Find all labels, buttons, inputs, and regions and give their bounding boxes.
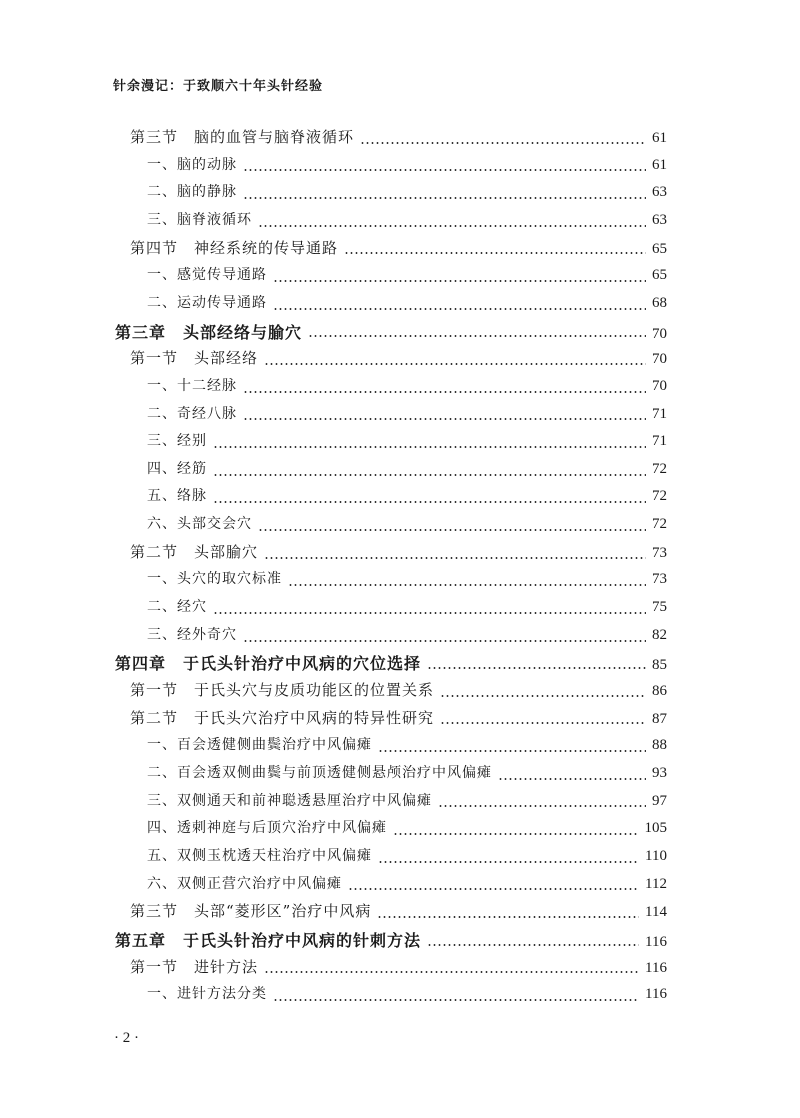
- toc-entry-title: 一、十二经脉: [147, 377, 237, 394]
- toc-entry-page: 75: [652, 599, 667, 616]
- dot-leader: [360, 142, 646, 144]
- toc-entry-page: 63: [652, 211, 667, 228]
- toc-entry-title: 六、头部交会穴: [147, 516, 252, 533]
- dot-leader: [438, 805, 646, 807]
- toc-entry-title: 一、百会透健侧曲鬓治疗中风偏瘫: [147, 737, 372, 754]
- toc-entry-page: 116: [645, 959, 667, 976]
- dot-leader: [243, 640, 646, 642]
- toc-entry-page: 70: [652, 325, 667, 342]
- toc-entry-page: 86: [652, 683, 667, 699]
- dot-leader: [258, 225, 646, 227]
- toc-entry-page: 70: [652, 351, 667, 368]
- toc-entry-item[interactable]: [147, 375, 667, 403]
- toc-entry-page: 65: [652, 240, 667, 257]
- dot-leader: [264, 363, 646, 365]
- toc-entry-section[interactable]: [130, 541, 667, 569]
- toc-entry-title: 三、经别: [147, 433, 207, 450]
- toc-entry-title: 第一节 进针方法: [130, 957, 259, 976]
- toc-entry-chapter[interactable]: [115, 320, 667, 348]
- dot-leader: [440, 695, 646, 697]
- toc-entry-title: 五、双侧玉枕透天柱治疗中风偏瘫: [147, 847, 372, 864]
- dot-leader: [498, 778, 646, 780]
- toc-entry-title: 一、感觉传导通路: [147, 267, 267, 284]
- toc-entry-section[interactable]: [130, 707, 667, 735]
- dot-leader: [264, 971, 639, 973]
- toc-entry-item[interactable]: [147, 762, 667, 790]
- toc-entry-chapter[interactable]: [115, 928, 667, 956]
- toc-entry-title: 一、进针方法分类: [147, 986, 267, 1003]
- running-header: 针余漫记：于致顺六十年头针经验: [113, 79, 324, 94]
- toc-entry-item[interactable]: [147, 596, 667, 624]
- toc-entry-title: 一、头穴的取穴标准: [147, 571, 282, 588]
- toc-entry-chapter[interactable]: [115, 651, 667, 679]
- toc-entry-item[interactable]: [147, 734, 667, 762]
- toc-entry-title: 四、经筋: [147, 460, 207, 477]
- dot-leader: [273, 280, 646, 282]
- toc-entry-item[interactable]: [147, 181, 667, 209]
- toc-entry-section[interactable]: [130, 347, 667, 375]
- dot-leader: [213, 446, 646, 448]
- toc-entry-page: 71: [652, 405, 667, 422]
- toc-entry-title: 三、经外奇穴: [147, 626, 237, 643]
- toc-entry-title: 第五章 于氏头针治疗中风病的针刺方法: [115, 930, 422, 950]
- toc-entry-section[interactable]: [130, 237, 667, 265]
- dot-leader: [378, 750, 646, 752]
- toc-entry-title: 第二节 于氏头穴治疗中风病的特异性研究: [130, 708, 435, 727]
- dot-leader: [377, 916, 639, 918]
- dot-leader: [243, 418, 646, 420]
- dot-leader: [258, 529, 646, 531]
- toc-entry-section[interactable]: [130, 956, 667, 984]
- toc-entry-item[interactable]: [147, 430, 667, 458]
- toc-entry-page: 70: [652, 377, 667, 394]
- dot-leader: [243, 197, 646, 199]
- dot-leader: [264, 557, 646, 559]
- toc-entry-page: 63: [652, 184, 667, 201]
- toc-entry-page: 97: [652, 792, 667, 809]
- toc-entry-title: 第四章 于氏头针治疗中风病的穴位选择: [115, 654, 422, 674]
- toc-entry-item[interactable]: [147, 624, 667, 652]
- toc-entry-item[interactable]: [147, 873, 667, 901]
- toc-entry-page: 110: [645, 847, 667, 864]
- toc-entry-title: 六、双侧正营穴治疗中风偏瘫: [147, 875, 342, 892]
- toc-entry-page: 116: [645, 986, 667, 1003]
- toc-entry-item[interactable]: [147, 817, 667, 845]
- toc-entry-title: 第三章 头部经络与腧穴: [115, 322, 303, 342]
- toc-entry-item[interactable]: [147, 790, 667, 818]
- dot-leader: [427, 944, 639, 946]
- toc-entry-page: 72: [652, 460, 667, 477]
- toc-entry-page: 93: [652, 764, 667, 781]
- dot-leader: [378, 861, 639, 863]
- toc-entry-page: 116: [645, 933, 667, 950]
- toc-entry-item[interactable]: [147, 513, 667, 541]
- toc-entry-title: 二、脑的静脉: [147, 184, 237, 201]
- toc-entry-item[interactable]: [147, 458, 667, 486]
- toc-entry-title: 第三节 头部“菱形区”治疗中风病: [130, 902, 372, 921]
- toc-entry-page: 65: [652, 267, 667, 284]
- toc-entry-page: 105: [644, 820, 667, 837]
- toc-entry-page: 71: [652, 433, 667, 450]
- dot-leader: [243, 391, 646, 393]
- toc-entry-page: 87: [652, 710, 667, 727]
- toc-entry-title: 二、百会透双侧曲鬓与前顶透健侧悬颅治疗中风偏瘫: [147, 764, 492, 781]
- toc-entry-item[interactable]: [147, 845, 667, 873]
- toc-entry-page: 72: [652, 488, 667, 505]
- toc-entry-title: 第一节 头部经络: [130, 349, 259, 368]
- dot-leader: [288, 584, 646, 586]
- toc-entry-page: 85: [652, 657, 667, 674]
- toc-entry-page: 61: [652, 156, 667, 173]
- toc-entry-title: 第一节 于氏头穴与皮质功能区的位置关系: [130, 681, 435, 699]
- toc-entry-title: 四、透刺神庭与后顶穴治疗中风偏瘫: [147, 820, 387, 837]
- dot-leader: [440, 722, 646, 724]
- dot-leader: [427, 667, 646, 669]
- toc-entry-section[interactable]: [130, 126, 667, 154]
- dot-leader: [243, 169, 646, 171]
- dot-leader: [213, 501, 646, 503]
- toc-entry-page: 73: [652, 571, 667, 588]
- toc-entry-title: 五、络脉: [147, 488, 207, 505]
- toc-entry-page: 114: [645, 904, 667, 921]
- toc-entry-page: 73: [652, 544, 667, 561]
- toc-entry-title: 三、双侧通天和前神聪透悬厘治疗中风偏瘫: [147, 792, 432, 809]
- dot-leader: [273, 308, 646, 310]
- toc-entry-section[interactable]: [130, 679, 667, 707]
- dot-leader: [213, 612, 646, 614]
- toc-entry-item[interactable]: [147, 568, 667, 596]
- dot-leader: [308, 335, 646, 337]
- toc-entry-item[interactable]: [147, 264, 667, 292]
- toc-entry-title: 二、经穴: [147, 599, 207, 616]
- toc-entry-item[interactable]: [147, 485, 667, 513]
- toc-entry-title: 一、脑的动脉: [147, 156, 237, 173]
- toc-entry-title: 第四节 神经系统的传导通路: [130, 238, 339, 257]
- toc-entry-title: 第二节 头部腧穴: [130, 542, 259, 561]
- toc-entry-section[interactable]: [130, 900, 667, 928]
- dot-leader: [273, 999, 639, 1001]
- toc-entry-item[interactable]: [147, 154, 667, 182]
- toc-entry-page: 72: [652, 516, 667, 533]
- toc-entry-title: 第三节 脑的血管与脑脊液循环: [130, 128, 355, 146]
- toc-entry-title: 二、奇经八脉: [147, 405, 237, 422]
- toc-entry-title: 二、运动传导通路: [147, 294, 267, 311]
- dot-leader: [393, 833, 639, 835]
- toc-entry-item[interactable]: [147, 209, 667, 237]
- dot-leader: [344, 252, 646, 254]
- dot-leader: [213, 474, 646, 476]
- toc-entry-page: 112: [645, 875, 667, 892]
- page-number: · 2 ·: [114, 1030, 139, 1046]
- toc-entry-item[interactable]: [147, 292, 667, 320]
- toc-entry-page: 88: [652, 737, 667, 754]
- toc-entry-page: 82: [652, 626, 667, 643]
- toc-entry-title: 三、脑脊液循环: [147, 211, 252, 228]
- toc-entry-item[interactable]: [147, 403, 667, 431]
- toc-entry-item[interactable]: [147, 983, 667, 1011]
- dot-leader: [348, 888, 639, 890]
- toc-entry-page: 68: [652, 294, 667, 311]
- toc-entry-page: 61: [652, 130, 667, 146]
